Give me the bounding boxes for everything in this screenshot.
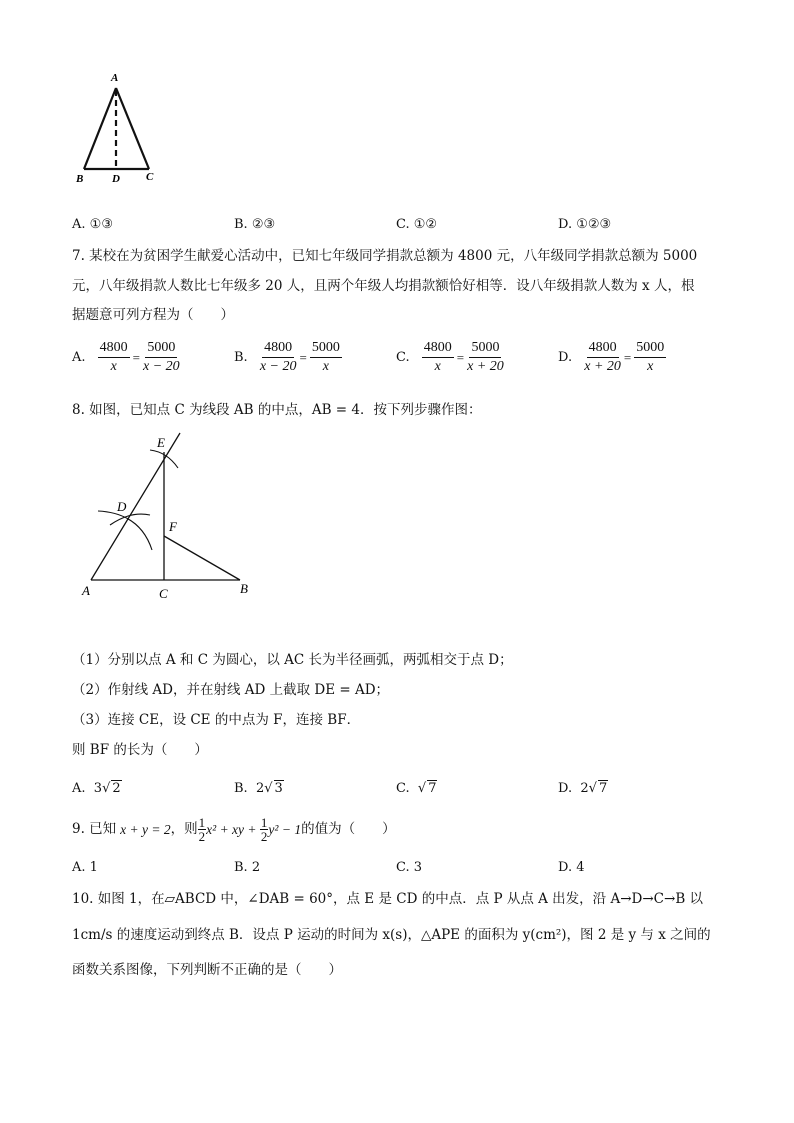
triangle-figure (70, 68, 170, 188)
q8-step-1: （1）分别以点 A 和 C 为圆心，以 AC 长为半径画弧，两弧相交于点 D； (72, 652, 513, 668)
q7-line-3: 据题意可列方程为（ ） (72, 307, 234, 323)
fraction: $\frac{5000}{x + 20}$ (467, 340, 504, 374)
construction-figure (70, 425, 270, 605)
q7-option-a[interactable]: A. $\frac{4800}{x}$ = $\frac{5000}{x - 20}$ (72, 340, 180, 374)
fraction: $\frac{4800}{x}$ (99, 340, 128, 374)
q8-question: 则 BF 的长为（ ） (72, 742, 208, 758)
fraction: $\frac{5000}{x}$ (311, 340, 340, 374)
q6-option-c[interactable]: C. ①② (396, 217, 438, 232)
segment-bf (164, 536, 240, 580)
label-f: F (169, 519, 177, 534)
q7-option-b[interactable]: B. $\frac{4800}{x - 20}$ = $\frac{5000}{x}$ (234, 340, 340, 374)
label-d: D (117, 499, 127, 514)
segment-ac (116, 88, 149, 169)
q9-option-a[interactable]: A. 1 (72, 860, 98, 875)
q10-line-2: 1cm/s 的速度运动到终点 B．设点 P 运动的时间为 x(s)，△APE 的面积为 y(cm²)，图 2 是 y 与 x 之间的 (72, 927, 711, 943)
q8-option-d[interactable]: D. 2√ 7 (558, 781, 608, 796)
ray-ae (91, 433, 180, 580)
q6-option-a[interactable]: A. ①③ (72, 217, 113, 232)
q7-line-2: 元，八年级捐款人数比七年级多 20 人，且两个年级人均捐款额恰好相等．设八年级捐款人数为 x 人，根 (72, 278, 695, 294)
label-a: A (82, 583, 90, 598)
q10-line-3: 函数关系图像，下列判断不正确的是（ ） (72, 962, 342, 978)
label-e: E (157, 435, 165, 450)
fraction: $\frac{5000}{x - 20}$ (143, 340, 180, 374)
q8-step-2: （2）作射线 AD，并在射线 AD 上截取 DE = AD； (72, 682, 390, 698)
sqrt-symbol: √ (588, 781, 597, 796)
q6-option-b[interactable]: B. ②③ (234, 217, 276, 232)
label-b: B (240, 581, 248, 596)
q7-option-d[interactable]: D. $\frac{4800}{x + 20}$ = $\frac{5000}{x}$ (558, 340, 665, 374)
q8-option-c[interactable]: C. √ 7 (396, 781, 437, 796)
fraction: $\frac{1}{2}$ (198, 815, 206, 844)
label-c: C (146, 171, 154, 183)
fraction: $\frac{1}{2}$ (260, 815, 268, 844)
q6-option-d[interactable]: D. ①②③ (558, 217, 612, 232)
fraction: $\frac{4800}{x - 20}$ (259, 340, 297, 374)
sqrt-symbol: √ (102, 781, 111, 796)
label-b: B (76, 173, 84, 185)
sqrt-symbol: √ (417, 781, 427, 796)
q8-intro: 8. 如图，已知点 C 为线段 AB 的中点，AB = 4．按下列步骤作图： (72, 402, 482, 418)
q7-line-1: 7. 某校在为贫困学生献爱心活动中，已知七年级同学捐款总额为 4800 元，八年级同学捐款总额为 5000 (72, 248, 698, 264)
segment-ab (84, 88, 116, 169)
q9-stem: 9. 已知 x + y = 2 ，则 $\frac{1}{2}$ x² + xy + $\frac{1}{2}$ y² − 1 的值为（ ） (72, 815, 396, 844)
fraction: $\frac{5000}{x}$ (636, 340, 665, 374)
q8-option-b[interactable]: B. 2√ 3 (234, 781, 283, 796)
fraction: $\frac{4800}{x}$ (423, 340, 452, 374)
q9-option-d[interactable]: D. 4 (558, 860, 585, 875)
q9-option-c[interactable]: C. 3 (396, 860, 423, 875)
q8-option-a[interactable]: A. 3√ 2 (72, 781, 121, 796)
fraction: $\frac{4800}{x + 20}$ (584, 340, 621, 374)
label-a: A (111, 72, 119, 84)
q7-option-c[interactable]: C. $\frac{4800}{x}$ = $\frac{5000}{x + 20}$ (396, 340, 504, 374)
q10-line-1: 10. 如图 1，在▱ABCD 中，∠DAB = 60°，点 E 是 CD 的中点．点 P 从点 A 出发，沿 A→D→C→B 以 (72, 891, 704, 907)
label-d: D (112, 173, 120, 185)
sqrt-symbol: √ (264, 781, 273, 796)
q8-step-3: （3）连接 CE，设 CE 的中点为 F，连接 BF． (72, 712, 361, 728)
label-c: C (159, 586, 168, 601)
q9-option-b[interactable]: B. 2 (234, 860, 261, 875)
